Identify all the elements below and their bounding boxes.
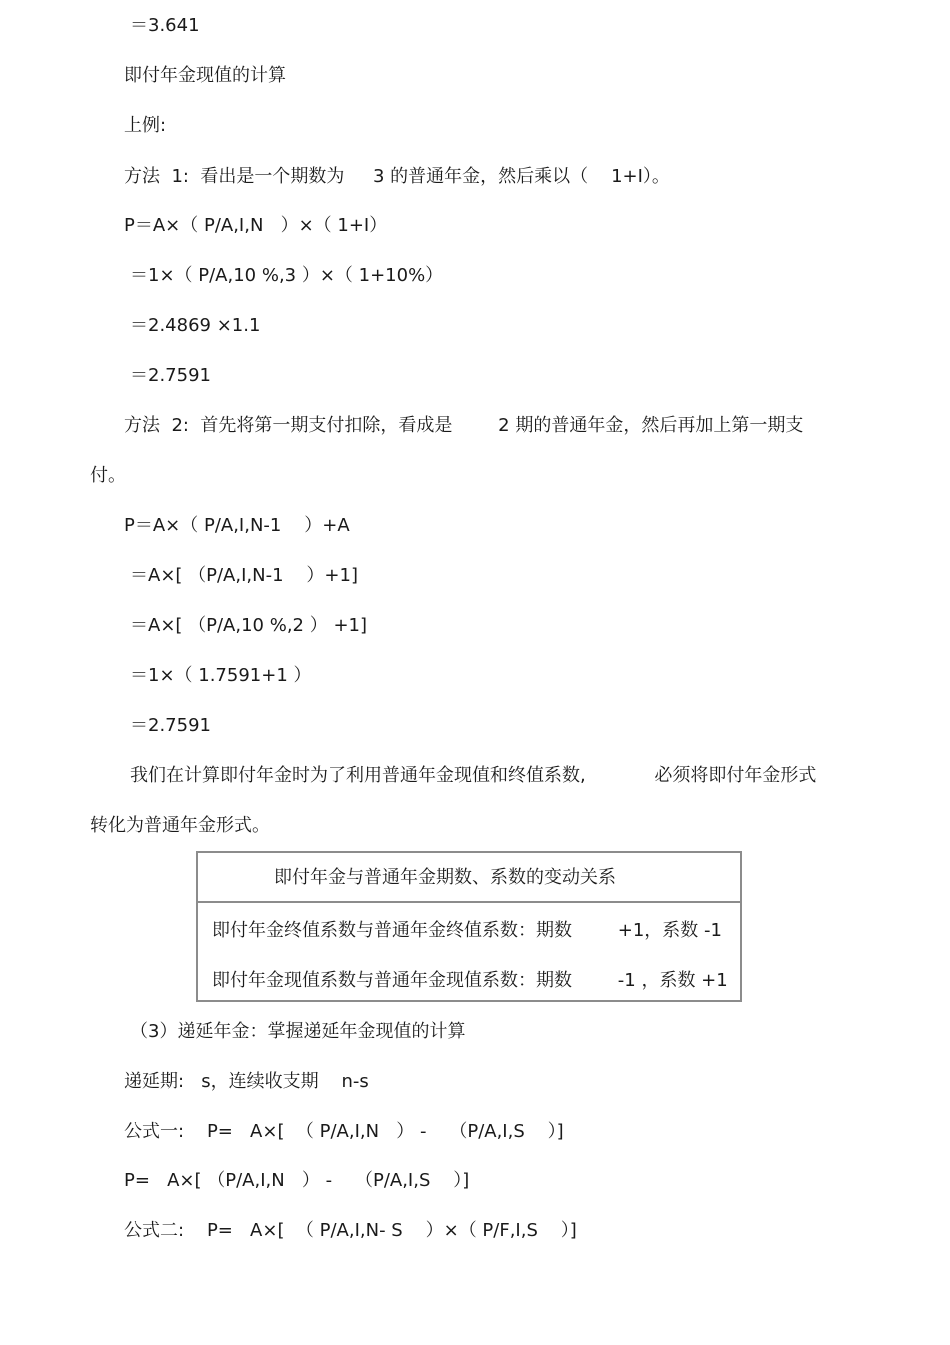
section-heading: （3）递延年金：掌握递延年金现值的计算 (130, 1021, 466, 1042)
text-line: 上例: (124, 115, 167, 136)
section-heading: 即付年金现值的计算 (124, 65, 286, 86)
table-row: 即付年金终值系数与普通年金终值系数：期数 +1，系数 -1 (212, 920, 722, 941)
text-line: 方法 2: 首先将第一期支付扣除，看成是 2 期的普通年金，然后再加上第一期支 (124, 415, 804, 436)
table-header (198, 853, 740, 903)
table-header-text: 即付年金与普通年金期数、系数的变动关系 (274, 867, 616, 888)
relation-table (196, 851, 742, 1002)
formula-line: ＝1×（ 1.7591+1 ） (130, 665, 312, 686)
formula-line: P＝A×（ P/A,I,N-1 ）+A (124, 515, 350, 536)
formula-line: ＝1×（ P/A,10 %,3 ）×（ 1+10%） (130, 265, 444, 286)
formula-line: P＝A×（ P/A,I,N ）×（ 1+I） (124, 215, 388, 236)
formula-line: 公式二: P= A×[ （ P/A,I,N- S ）×（ P/F,I,S ）] (124, 1220, 577, 1241)
text-line: 转化为普通年金形式。 (90, 815, 270, 836)
formula-line: P= A×[ （P/A,I,N ） - （P/A,I,S ）] (124, 1170, 470, 1191)
formula-line: 公式一: P= A×[ （ P/A,I,N ） - （P/A,I,S ）] (124, 1121, 564, 1142)
text-line: 方法 1: 看出是一个期数为 3 的普通年金，然后乘以（ 1+I）。 (124, 166, 670, 187)
formula-line: ＝A×[ （P/A,10 %,2 ） +1] (130, 615, 367, 636)
text-line: 我们在计算即付年金时为了利用普通年金现值和终值系数, 必须将即付年金形式 (130, 765, 817, 786)
text-line: ＝3.641 (130, 15, 200, 36)
formula-line: ＝A×[ （P/A,I,N-1 ）+1] (130, 565, 358, 586)
formula-line: ＝2.7591 (130, 715, 211, 736)
formula-line: ＝2.4869 ×1.1 (130, 315, 261, 336)
text-line: 递延期: s，连续收支期 n-s (124, 1071, 369, 1092)
text-line: 付。 (90, 465, 126, 486)
formula-line: ＝2.7591 (130, 365, 211, 386)
table-row: 即付年金现值系数与普通年金现值系数：期数 -1 ，系数 +1 (212, 970, 728, 991)
